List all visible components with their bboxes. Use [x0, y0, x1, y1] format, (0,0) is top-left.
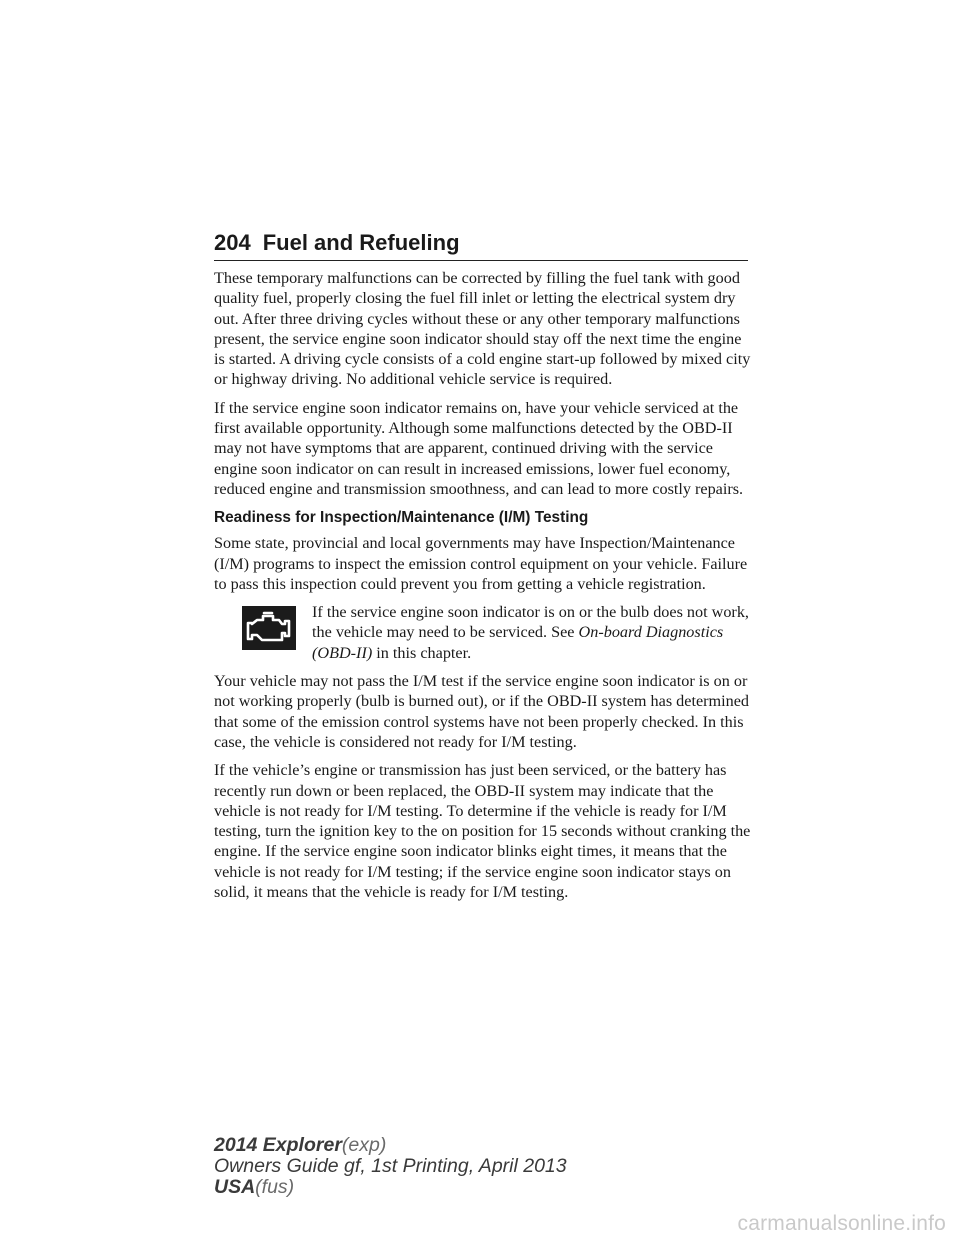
site-watermark: carmanualsonline.info: [737, 1212, 946, 1235]
footer-line-region: [214, 1177, 634, 1198]
indicator-note: [214, 602, 754, 663]
footer-line-guide: Owners Guide gf, 1st Printing, April 2013: [214, 1155, 567, 1177]
page-number: 204: [214, 230, 251, 255]
page-body: [214, 268, 754, 910]
paragraph-im-programs: Some state, provincial and local governments may have Inspection/Maintenance (I/M) programs to inspect the emission control equipment on your vehicle. Failure to pass this inspection could prevent you from getting a vehicle registration.: [214, 534, 748, 593]
paragraph-may-not-pass: Your vehicle may not pass the I/M test if the service engine soon indicator is on or not working properly (bulb is burned out), or if the OBD-II system has determined that some of the emission control systems have not been properly checked. In this case, the vehicle is considered not ready for I/M testing.: [214, 672, 749, 751]
section-title: Fuel and Refueling: [262, 230, 460, 255]
indicator-note-text: If the service engine soon indicator is on or the bulb does not work, the vehicle may need to be serviced. See: [312, 603, 749, 642]
indicator-note-text-end: in this chapter.: [372, 643, 472, 662]
footer-model: 2014 Explorer: [214, 1134, 342, 1156]
footer-model-code: (exp): [341, 1134, 387, 1156]
paragraph-temporary-malfunctions: These temporary malfunctions can be corrected by filling the fuel tank with good quality fuel, properly closing the fuel fill inlet or letting the electrical system dry out. After three driving cycles without these or any other temporary malfunctions present, the service engine soon indicator should stay off the next time the engine is started. A driving cycle consists of a cold engine start-up followed by mixed city or highway driving. No additional vehicle service is required.: [214, 269, 751, 389]
check-engine-icon: [242, 606, 296, 650]
obd-ii-reference: On-board Diagnostics (OBD-II): [312, 623, 724, 662]
footer-region-code: (fus): [255, 1176, 295, 1198]
footer-region: USA: [214, 1176, 256, 1198]
document-footer: [214, 1135, 634, 1198]
footer-line-model: [214, 1135, 634, 1156]
paragraph-recently-serviced: If the vehicle’s engine or transmission has just been serviced, or the battery has recently run down or been replaced, the OBD-II system may indicate that the vehicle is not ready for I/M testing. To determine if the vehicle is ready for I/M testing, turn the ignition key to the on position for 15 seconds without cranking the engine. If the service engine soon indicator blinks eight times, it means that the vehicle is not ready for I/M testing; if the service engine soon indicator stays on solid, it means that the vehicle is ready for I/M testing.: [214, 761, 751, 902]
paragraph-indicator-remains-on: If the service engine soon indicator remains on, have your vehicle serviced at the first available opportunity. Although some malfunctions detected by the OBD-II may not have symptoms that are apparent, continued driving with the service engine soon indicator on can result in increased emissions, lower fuel economy, reduced engine and transmission smoothness, and can lead to more costly repairs.: [214, 398, 744, 498]
heading-readiness-testing: Readiness for Inspection/Maintenance (I/M) Testing: [214, 509, 589, 527]
page-header: [214, 228, 748, 261]
